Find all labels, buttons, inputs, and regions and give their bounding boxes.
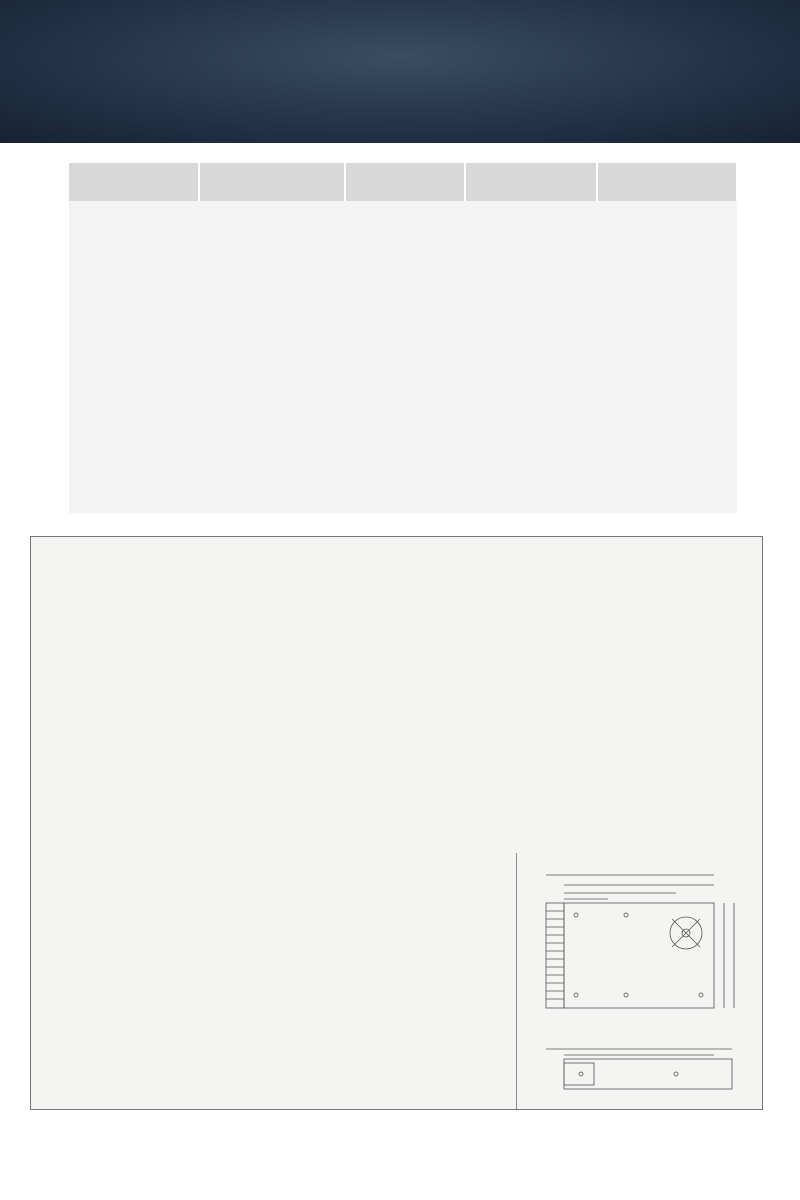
spec-table: [69, 163, 737, 513]
header-output: [199, 163, 345, 201]
top-view-outline: [564, 903, 714, 1008]
dimension-drawing: [536, 863, 758, 1103]
side-view-outline: [564, 1059, 732, 1089]
header-banner: [0, 0, 800, 143]
spec-header-row: [69, 163, 737, 201]
header-error: [345, 163, 465, 201]
header-model: [69, 163, 199, 201]
parameter-sheet: [30, 536, 763, 1110]
header-power: [465, 163, 597, 201]
header-efficiency: [597, 163, 737, 201]
sheet-divider: [516, 853, 517, 1109]
